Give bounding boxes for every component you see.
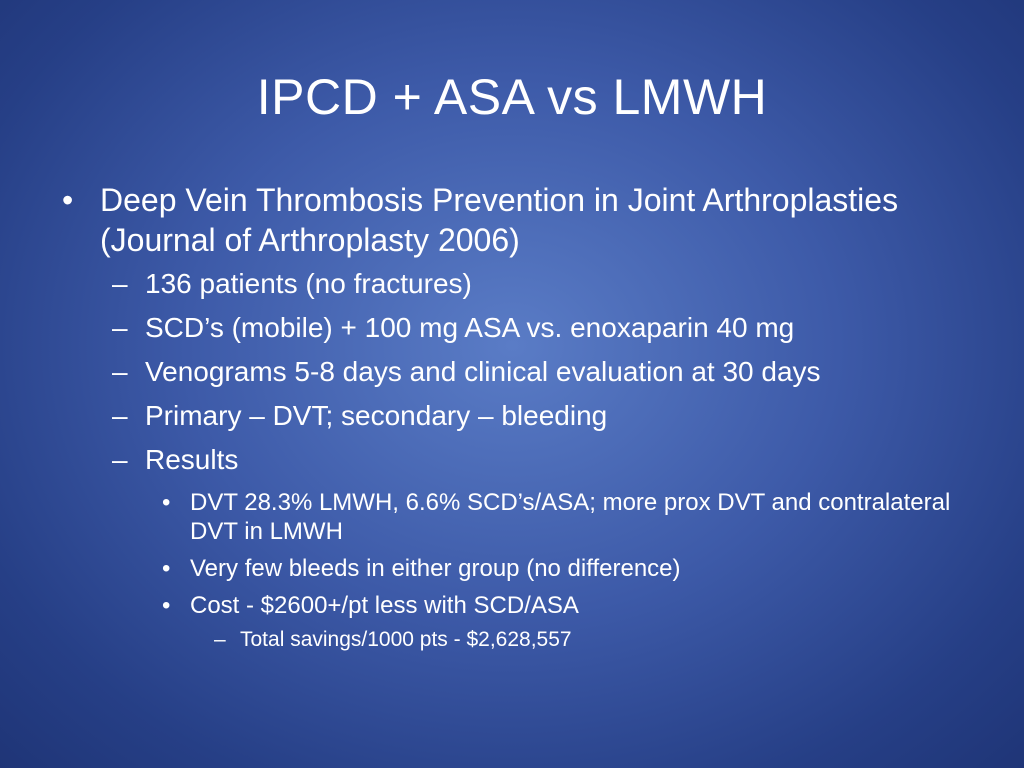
bullet-marker: • (162, 555, 171, 582)
bullet-main-text: Deep Vein Thrombosis Prevention in Joint Arthroplasties (Journal of Arthroplasty 2006) (100, 182, 899, 258)
bullet-marker: • (162, 592, 171, 619)
result-point-text: Cost - $2600+/pt less with SCD/ASA (190, 592, 579, 619)
dash-marker: – (214, 628, 226, 651)
dash-marker: – (112, 356, 128, 387)
bullet-main (62, 180, 982, 260)
result-point-text: DVT 28.3% LMWH, 6.6% SCD’s/ASA; more prox DVT and contralateral DVT in LMWH (190, 489, 951, 545)
dash-marker: – (112, 400, 128, 431)
sub-point (112, 354, 982, 390)
result-point (162, 554, 982, 583)
result-point (162, 488, 982, 546)
sub-point-text: Primary – DVT; secondary – bleeding (145, 400, 608, 431)
bullet-marker: • (162, 489, 171, 516)
bullet-marker: • (62, 182, 74, 218)
sub-point (112, 442, 982, 478)
slide-body (62, 180, 982, 653)
dash-marker: – (112, 312, 128, 343)
dash-marker: – (112, 268, 128, 299)
dash-marker: – (112, 444, 128, 475)
sub-point-text: Results (145, 444, 239, 475)
sub-point-text: Venograms 5-8 days and clinical evaluation at 30 days (145, 356, 821, 387)
sub-point (112, 398, 982, 434)
cost-detail (214, 626, 982, 653)
slide-title: IPCD + ASA vs LMWH (256, 69, 768, 125)
sub-point (112, 310, 982, 346)
cost-detail-text: Total savings/1000 pts - $2,628,557 (240, 628, 572, 651)
result-point-text: Very few bleeds in either group (no difference) (190, 555, 681, 582)
sub-point (112, 266, 982, 302)
sub-point-text: 136 patients (no fractures) (145, 268, 472, 299)
sub-point-text: SCD’s (mobile) + 100 mg ASA vs. enoxaparin 40 mg (145, 312, 795, 343)
result-point (162, 591, 982, 620)
